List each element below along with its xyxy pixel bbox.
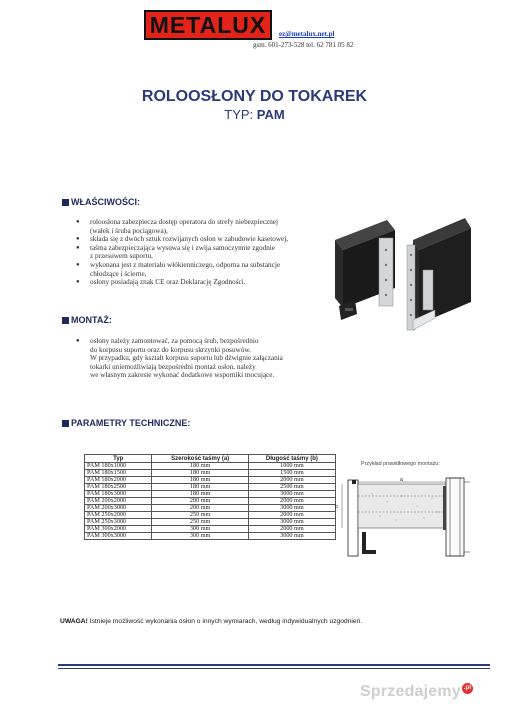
bullet-icon: ● (76, 244, 80, 251)
logo-text: METALUX (149, 11, 267, 38)
params-heading (62, 418, 190, 428)
mounting-diagram (332, 472, 472, 564)
length-cell: 3000 mm (248, 491, 335, 498)
table-row (85, 533, 336, 540)
note-warning: UWAGA! (60, 618, 88, 625)
front-cover-unit (335, 220, 395, 320)
width-cell: 180 mm (152, 463, 248, 470)
length-cell: 2000 mm (248, 526, 335, 533)
features-list (76, 218, 326, 287)
type-cell: PAM 180x3000 (85, 491, 152, 498)
length-cell: 3000 mm (248, 519, 335, 526)
type-cell: PAM 250x2000 (85, 512, 152, 519)
dimension-a-label: a (400, 477, 403, 483)
bullet-icon: ● (76, 236, 80, 243)
width-cell: 250 mm (152, 519, 248, 526)
email-link[interactable]: ez@metalux.net.pl (279, 30, 335, 38)
diagram-caption: Przykład prawidłowego montażu: (361, 461, 440, 467)
type-cell: PAM 180x2500 (85, 484, 152, 491)
column-header: Szerokość taśmy (a) (152, 455, 248, 463)
type-cell: PAM 200x3000 (85, 505, 152, 512)
mounting-heading (62, 315, 112, 325)
list-item: ● osłony należy zamontować, za pomocą śrub, bezpośrednio do korpusu suportu oraz do korpusu skrzynki posuwów. W przypadku, gdy kształt korpusu suportu lub dźwignie załączania tokarki uniemożliwiają bezpośredni montaż osłon, należy we własnym zakresie wykonać dodatkowe wsporniki mocujące. (76, 337, 283, 380)
product-photo (325, 210, 475, 335)
length-cell: 2000 mm (248, 477, 335, 484)
features-heading-label: WŁAŚCIWOŚCI: (71, 197, 140, 207)
list-item: ● osłony posiadają znak CE oraz Deklarację Zgodności. (76, 278, 246, 287)
length-cell: 1500 mm (248, 470, 335, 477)
width-cell: 300 mm (152, 526, 248, 533)
bullet-icon: ● (76, 338, 80, 344)
square-bullet-icon (62, 420, 69, 427)
length-cell: 2000 mm (248, 512, 335, 519)
width-cell: 200 mm (152, 505, 248, 512)
right-cassette (443, 478, 470, 556)
width-cell: 180 mm (152, 484, 248, 491)
phone-numbers: gsm. 601-273-528 tel. 62 781 05 82 (253, 41, 354, 49)
type-cell: PAM 180x2000 (85, 477, 152, 484)
column-header: Typ (85, 455, 152, 463)
length-cell: 2500 mm (248, 484, 335, 491)
rear-cover-unit (407, 218, 471, 330)
list-item: ● taśma zabezpieczająca wysuwa się i zwija samoczynnie zgodnie z przesuwem suportu, (76, 243, 275, 261)
belt-area (358, 484, 446, 528)
parameters-table (84, 454, 336, 540)
length-cell: 3000 mm (248, 505, 335, 512)
watermark-badge: .pl (462, 683, 473, 694)
footer-divider (58, 668, 490, 669)
list-item: ● składa się z dwóch sztuk rozwijanych osłon w zabudowie kasetowej, (76, 235, 289, 244)
width-cell: 180 mm (152, 470, 248, 477)
watermark-text: Sprzedajemy (360, 683, 461, 700)
width-cell: 180 mm (152, 491, 248, 498)
note-text (60, 618, 362, 625)
metalux-logo (144, 10, 272, 40)
list-item: ● wykonana jest z materiału włókienniczego, odporna na substancje chłodzące i ścierne, (76, 260, 281, 278)
note-body: Istnieje możliwość wykonania osłon o innych wymiarach, według indywidualnych uzgodnień. (87, 618, 363, 625)
params-heading-label: PARAMETRY TECHNICZNE: (71, 418, 191, 428)
dimension-b-label: b (335, 504, 338, 510)
length-cell: 2000 mm (248, 498, 335, 505)
type-cell: PAM 300x2000 (85, 526, 152, 533)
width-cell: 250 mm (152, 512, 248, 519)
mounting-heading-label: MONTAŻ: (71, 315, 112, 325)
square-bullet-icon (62, 199, 69, 206)
type-cell: PAM 300x3000 (85, 533, 152, 540)
bullet-icon: ● (76, 261, 80, 268)
page-title: ROLOOSŁONY DO TOKAREK (141, 88, 368, 105)
width-cell: 200 mm (152, 498, 248, 505)
type-cell: PAM 180x1500 (85, 470, 152, 477)
list-item: ● roloosłona zabezpiecza dostęp operatora do strefy niebezpiecznej (wałek i śruba pociągowa), (76, 218, 278, 235)
features-heading (62, 197, 140, 207)
width-cell: 300 mm (152, 533, 248, 540)
type-cell: PAM 180x1000 (85, 463, 152, 470)
length-cell: 3000 mm (248, 533, 335, 540)
watermark (360, 683, 473, 701)
subtitle-prefix: TYP: (224, 107, 257, 122)
type-cell: PAM 250x3000 (85, 519, 152, 526)
mounting-list (76, 337, 336, 380)
page-subtitle (0, 107, 509, 122)
bullet-icon: ● (76, 279, 80, 286)
width-cell: 180 mm (152, 477, 248, 484)
column-header: Długość taśmy (b) (248, 455, 335, 463)
subtitle-type: PAM (256, 107, 285, 122)
length-cell: 1000 mm (248, 463, 335, 470)
square-bullet-icon (62, 317, 69, 324)
bullet-icon: ● (76, 219, 80, 225)
type-cell: PAM 200x2000 (85, 498, 152, 505)
footer-divider (58, 664, 490, 666)
